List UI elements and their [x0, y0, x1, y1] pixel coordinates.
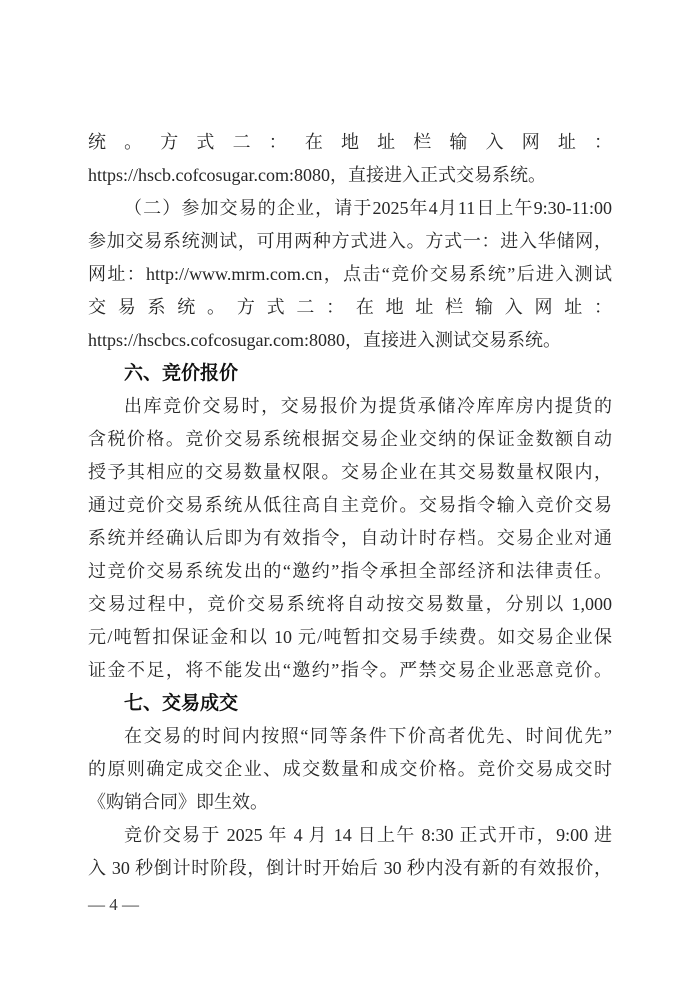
document-line: 参加交易系统测试，可用两种方式进入。方式一：进入华储网，: [88, 231, 612, 251]
document-line: 系统并经确认后即为有效指令，自动计时存档。交易企业对通: [88, 528, 612, 548]
document-line: 元/吨暂扣保证金和以 10 元/吨暂扣交易手续费。如交易企业保: [88, 627, 612, 647]
document-line: 通过竞价交易系统从低往高自主竞价。交易指令输入竞价交易: [88, 495, 612, 515]
document-line: https://hscbcs.cofcosugar.com:8080，直接进入测试交易系统。: [88, 330, 561, 350]
document-line: 出库竞价交易时，交易报价为提货承储冷库库房内提货的: [124, 396, 612, 416]
document-line: 竞价交易于 2025 年 4 月 14 日上午 8:30 正式开市，9:00 进: [124, 825, 612, 845]
document-line: 统。方式二：在地址栏输入网址：: [88, 132, 612, 152]
document-line: 授予其相应的交易数量权限。交易企业在其交易数量权限内，: [88, 462, 612, 482]
section-heading: 六、竞价报价: [124, 363, 239, 384]
document-line: 的原则确定成交企业、成交数量和成交价格。竞价交易成交时: [88, 759, 612, 779]
document-line: 交易系统。方式二：在地址栏输入网址：: [88, 297, 612, 317]
document-line: 在交易的时间内按照“同等条件下价高者优先、时间优先”: [124, 726, 612, 746]
document-line: （二）参加交易的企业，请于2025年4月11日上午9:30-11:00: [124, 198, 612, 218]
document-body: [88, 126, 612, 885]
document-line: 过竞价交易系统发出的“邀约”指令承担全部经济和法律责任。: [88, 561, 612, 581]
document-line: 网址：http://www.mrm.com.cn，点击“竞价交易系统”后进入测试: [88, 264, 612, 284]
document-line: 《购销合同》即生效。: [88, 792, 268, 812]
section-heading: 七、交易成交: [124, 693, 239, 714]
document-line: 证金不足，将不能发出“邀约”指令。严禁交易企业恶意竞价。: [88, 660, 612, 680]
page-number: — 4 —: [88, 895, 139, 914]
document-line: 交易过程中，竞价交易系统将自动按交易数量，分别以 1,000: [88, 594, 612, 614]
document-line: 入 30 秒倒计时阶段，倒计时开始后 30 秒内没有新的有效报价，: [88, 858, 612, 878]
document-line: https://hscb.cofcosugar.com:8080，直接进入正式交易系统。: [88, 165, 546, 185]
document-line: 含税价格。竞价交易系统根据交易企业交纳的保证金数额自动: [88, 429, 612, 449]
